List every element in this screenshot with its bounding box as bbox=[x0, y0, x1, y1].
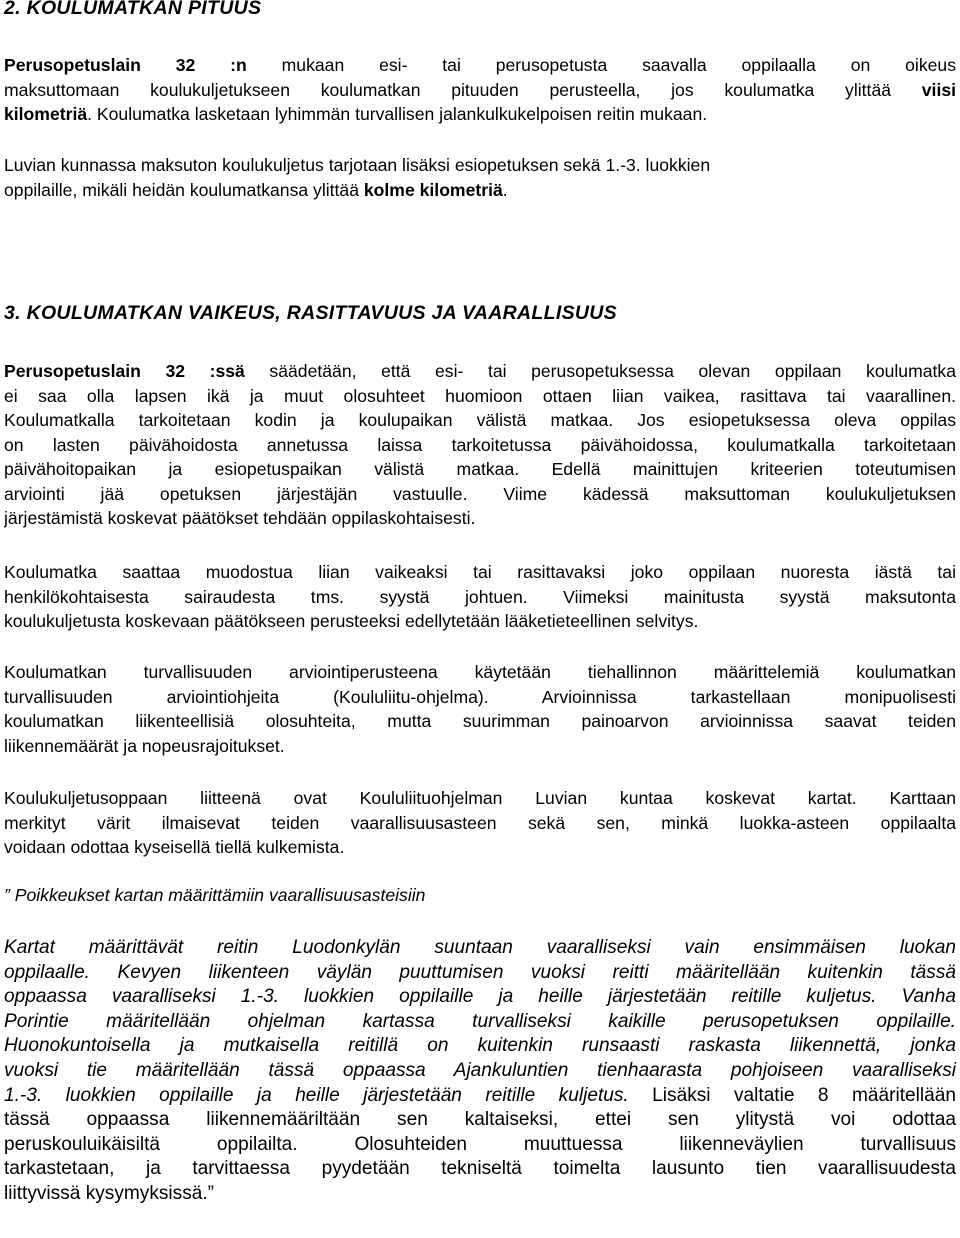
text-run: . Koulumatka lasketaan lyhimmän turvallisen jalankulkukelpoisen reitin mukaan. bbox=[87, 104, 708, 124]
text-line: merkityt värit ilmaisevat teiden vaarallisuusasteen sekä sen, minkä luokka-asteen oppilaalta bbox=[4, 812, 956, 833]
text-line: voidaan odottaa kyseisellä tiellä kulkemista. bbox=[4, 837, 345, 857]
section-2-paragraph-1 bbox=[4, 53, 956, 127]
law-reference-suffix: :n bbox=[230, 55, 247, 75]
text-line: liittyvissä kysymyksissä.” bbox=[4, 1182, 215, 1204]
text-line: Luvian kunnassa maksuton koulukuljetus tarjotaan lisäksi esiopetuksen sekä 1.-3. luokkien bbox=[4, 155, 711, 175]
text-line: oppaassa vaaralliseksi 1.-3. luokkien oppilaille ja heille järjestetään reitille kuljetus. Vanha bbox=[4, 986, 956, 1008]
text-line bbox=[4, 78, 956, 103]
text-run: mukaan esi- tai perusopetusta saavalla oppilaalla on oikeus bbox=[246, 55, 956, 75]
emphasis-text: viisi bbox=[921, 79, 956, 100]
text-line: on lasten päivähoidosta annetussa laissa tarkoitetussa päivähoidossa, koulumatkalla tarkoitetaan bbox=[4, 434, 956, 455]
text-run: . bbox=[502, 179, 508, 200]
text-run: Lisäksi valtatie 8 määritellään bbox=[628, 1084, 956, 1106]
section-3-paragraph-3 bbox=[4, 660, 956, 758]
text-line: ei saa olla lapsen ikä ja muut olosuhteet huomioon ottaen liian vaikea, rasittava tai vaarallinen. bbox=[4, 385, 956, 406]
text-line bbox=[4, 1084, 956, 1109]
text-line bbox=[4, 53, 956, 78]
text-line: turvallisuuden arviointiohjeita (Koululiitu-ohjelma). Arvioinnissa tarkastellaan monipuolisesti bbox=[4, 686, 956, 707]
text-line: oppilaalle. Kevyen liikenteen väylän puuttumisen vuoksi reitti määritellään kuitenkin tässä bbox=[4, 961, 956, 983]
text-line: Koulumatka saattaa muodostua liian vaikeaksi tai rasittavaksi joko oppilaan nuoresta iästä tai bbox=[4, 562, 956, 582]
section-3-paragraph-1 bbox=[4, 359, 956, 531]
law-reference: Perusopetuslain 32 bbox=[4, 361, 210, 381]
emphasis-text: kolme kilometriä bbox=[363, 179, 503, 200]
text-run: 1.-3. luokkien oppilaille ja heille järjestetään reitille kuljetus. bbox=[4, 1084, 629, 1106]
text-line: vuoksi tie määritellään tässä oppaassa Ajankuluntien tienhaarasta pohjoiseen vaaralliseksi bbox=[4, 1059, 956, 1081]
text-line bbox=[4, 102, 956, 127]
section-3-paragraph-4 bbox=[4, 786, 956, 860]
section-3-paragraph-5 bbox=[4, 936, 956, 1207]
text-line: järjestämistä koskevat päätökset tehdään oppilaskohtaisesti. bbox=[4, 508, 476, 528]
text-line: arviointi jää opetuksen järjestäjän vastuulle. Viime kädessä maksuttoman koulukuljetuksen bbox=[4, 483, 956, 504]
law-reference-suffix: :ssä bbox=[209, 361, 245, 381]
text-line: koulumatkan liikenteellisiä olosuhteita, mutta suurimman painoarvon arvioinnissa saavat teiden bbox=[4, 711, 956, 731]
section-2-paragraph-2 bbox=[4, 153, 956, 202]
text-line bbox=[4, 359, 956, 384]
text-line: Koulumatkan turvallisuuden arviointiperusteena käytetään tiehallinnon määrittelemiä koulumatkan bbox=[4, 662, 956, 682]
emphasis-text: kilometriä bbox=[4, 104, 88, 124]
text-line: Porintie määritellään ohjelman kartassa turvalliseksi kaikille perusopetuksen oppilaille. bbox=[4, 1010, 956, 1032]
section-3-paragraph-2 bbox=[4, 560, 956, 634]
section-2-heading: 2. KOULUMATKAN PITUUS bbox=[4, 0, 262, 19]
exceptions-heading: ” Poikkeukset kartan määrittämiin vaarallisuusasteisiin bbox=[4, 885, 426, 905]
text-line: Huonokuntoisella ja mutkaisella reitillä on kuitenkin runsaasti raskasta liikennettä, jonka bbox=[4, 1035, 956, 1057]
text-run: maksuttomaan koulukuljetukseen koulumatkan pituuden perusteella, jos koulumatka ylittää bbox=[4, 79, 922, 100]
text-line: Koulumatkalla tarkoitetaan kodin ja koulupaikan välistä matkaa. Jos esiopetuksessa oleva oppilas bbox=[4, 410, 956, 430]
text-line: tarkastetaan, ja tarvittaessa pyydetään tekniseltä toimelta lausunto tien vaarallisuudesta bbox=[4, 1158, 956, 1180]
text-line: Kartat määrittävät reitin Luodonkylän suuntaan vaaralliseksi vain ensimmäisen luokan bbox=[4, 937, 956, 958]
text-line: päivähoitopaikan ja esiopetuspaikan välistä matkaa. Edellä mainittujen kriteerien toteutumisen bbox=[4, 459, 956, 479]
text-line: Koulukuljetusoppaan liitteenä ovat Koululiituohjelman Luvian kuntaa koskevat kartat. Karttaan bbox=[4, 788, 956, 808]
text-line bbox=[4, 178, 956, 203]
text-run: oppilaille, mikäli heidän koulumatkansa ylittää bbox=[4, 179, 364, 200]
text-line: tässä oppaassa liikennemääriltään sen kaltaiseksi, ettei sen ylitystä voi odottaa bbox=[4, 1109, 956, 1131]
text-line: peruskouluikäisiltä oppilailta. Olosuhteiden muuttuessa liikenneväylien turvallisuus bbox=[4, 1133, 956, 1155]
text-line: koulukuljetusta koskevaan päätökseen perusteeksi edellytetään lääketieteellinen selvitys. bbox=[4, 611, 699, 631]
text-line: liikennemäärät ja nopeusrajoitukset. bbox=[4, 735, 285, 756]
text-line: henkilökohtaisesta sairaudesta tms. syystä johtuen. Viimeksi mainitusta syystä maksutonta bbox=[4, 586, 956, 607]
law-reference: Perusopetuslain 32 bbox=[4, 55, 231, 75]
section-3-heading: 3. KOULUMATKAN VAIKEUS, RASITTAVUUS JA VAARALLISUUS bbox=[4, 302, 617, 324]
text-run: säädetään, että esi- tai perusopetuksessa olevan oppilaan koulumatka bbox=[244, 361, 956, 381]
